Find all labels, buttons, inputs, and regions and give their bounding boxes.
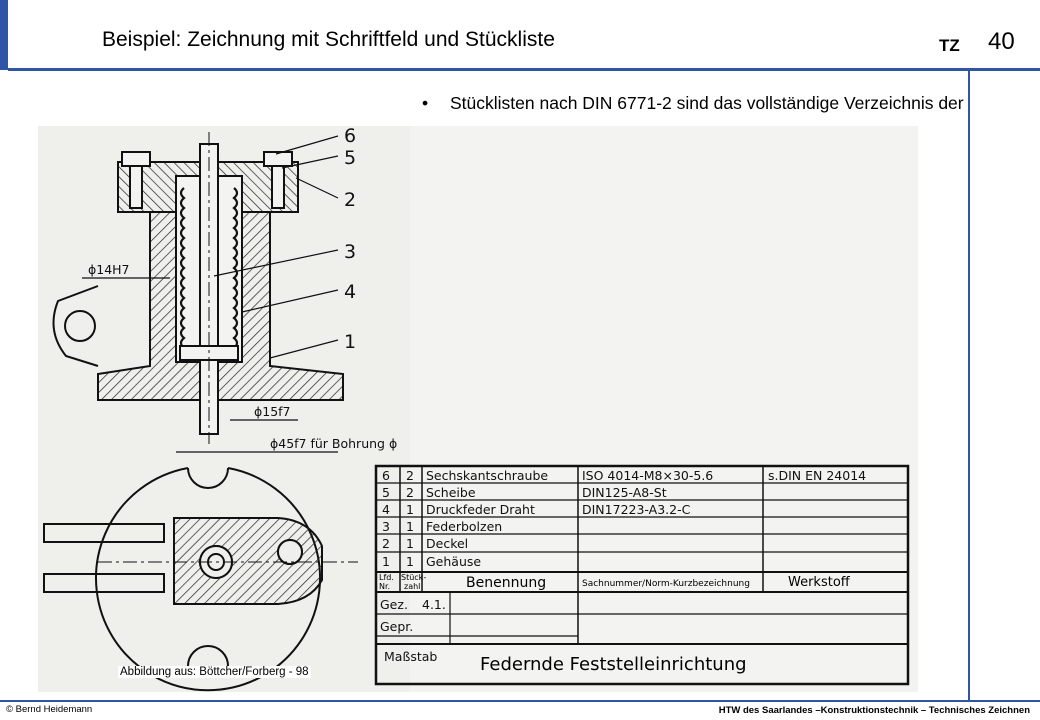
row-number: DIN125-A8-St	[582, 485, 667, 500]
row-name: Scheibe	[426, 485, 476, 500]
gepr-label: Gepr.	[380, 619, 414, 634]
row-qty: 2	[406, 485, 414, 500]
row-number: DIN17223-A3.2-C	[582, 502, 691, 517]
position-label: 2	[344, 189, 357, 211]
massstab-label: Maßstab	[384, 649, 438, 664]
row-pos: 4	[382, 502, 390, 517]
right-divider	[968, 71, 970, 701]
row-material: s.DIN EN 24014	[768, 468, 867, 483]
header-qty-2: zahl	[404, 582, 421, 591]
row-name: Druckfeder Draht	[426, 502, 535, 517]
row-name: Federbolzen	[426, 519, 503, 534]
position-label: 3	[344, 241, 357, 263]
dimension-label: ϕ15f7	[254, 404, 291, 419]
row-pos: 5	[382, 485, 390, 500]
row-qty: 1	[406, 502, 414, 517]
parts-list-row	[382, 468, 866, 483]
row-name: Deckel	[426, 536, 469, 551]
header-pos-2: Nr.	[379, 582, 391, 591]
row-pos: 3	[382, 519, 390, 534]
row-pos: 6	[382, 468, 390, 483]
row-name: Gehäuse	[426, 554, 482, 569]
section-code: TZ	[939, 36, 960, 55]
bullet-item: • Stücklisten nach DIN 6771-2 sind das vollständige Verzeichnis der	[418, 88, 966, 150]
figure-caption: Abbildung aus: Böttcher/Forberg - 98	[120, 666, 309, 678]
row-name: Sechskantschraube	[426, 468, 549, 483]
row-pos: 2	[382, 536, 390, 551]
header-number: Sachnummer/Norm-Kurzbezeichnung	[582, 579, 750, 589]
row-qty: 1	[406, 554, 414, 569]
technical-drawing	[38, 126, 918, 692]
header-accent-bar	[0, 0, 8, 70]
position-label: 6	[344, 126, 357, 147]
row-number: ISO 4014-M8×30-5.6	[582, 468, 714, 483]
header-material: Werkstoff	[788, 575, 850, 590]
dimension-label: ϕ14H7	[88, 262, 130, 277]
header-qty: Stück-	[401, 573, 427, 582]
dimension-label: ϕ45f7 für Bohrung ϕ	[270, 436, 398, 451]
position-label: 4	[344, 281, 357, 303]
position-label: 1	[344, 331, 357, 353]
position-label: 5	[344, 147, 357, 169]
footer-institution: HTW des Saarlandes –Konstruktionstechnik – Technisches Zeichnen	[718, 705, 1030, 716]
drawing-title: Federnde Feststelleinrichtung	[480, 654, 747, 675]
footer-copyright: © Bernd Heidemann	[6, 704, 93, 715]
page-number: 40	[988, 28, 1015, 55]
row-qty: 1	[406, 536, 414, 551]
footer-divider	[0, 700, 1040, 702]
header-name: Benennung	[466, 575, 547, 591]
gez-label: Gez.	[380, 597, 408, 612]
row-qty: 2	[406, 468, 414, 483]
header-pos: Lfd.	[379, 573, 394, 582]
row-pos: 1	[382, 554, 390, 569]
gez-value: 4.1.	[422, 597, 446, 612]
slide-title: Beispiel: Zeichnung mit Schriftfeld und Stückliste	[102, 28, 555, 51]
header-divider	[8, 68, 1040, 71]
row-qty: 1	[406, 519, 414, 534]
